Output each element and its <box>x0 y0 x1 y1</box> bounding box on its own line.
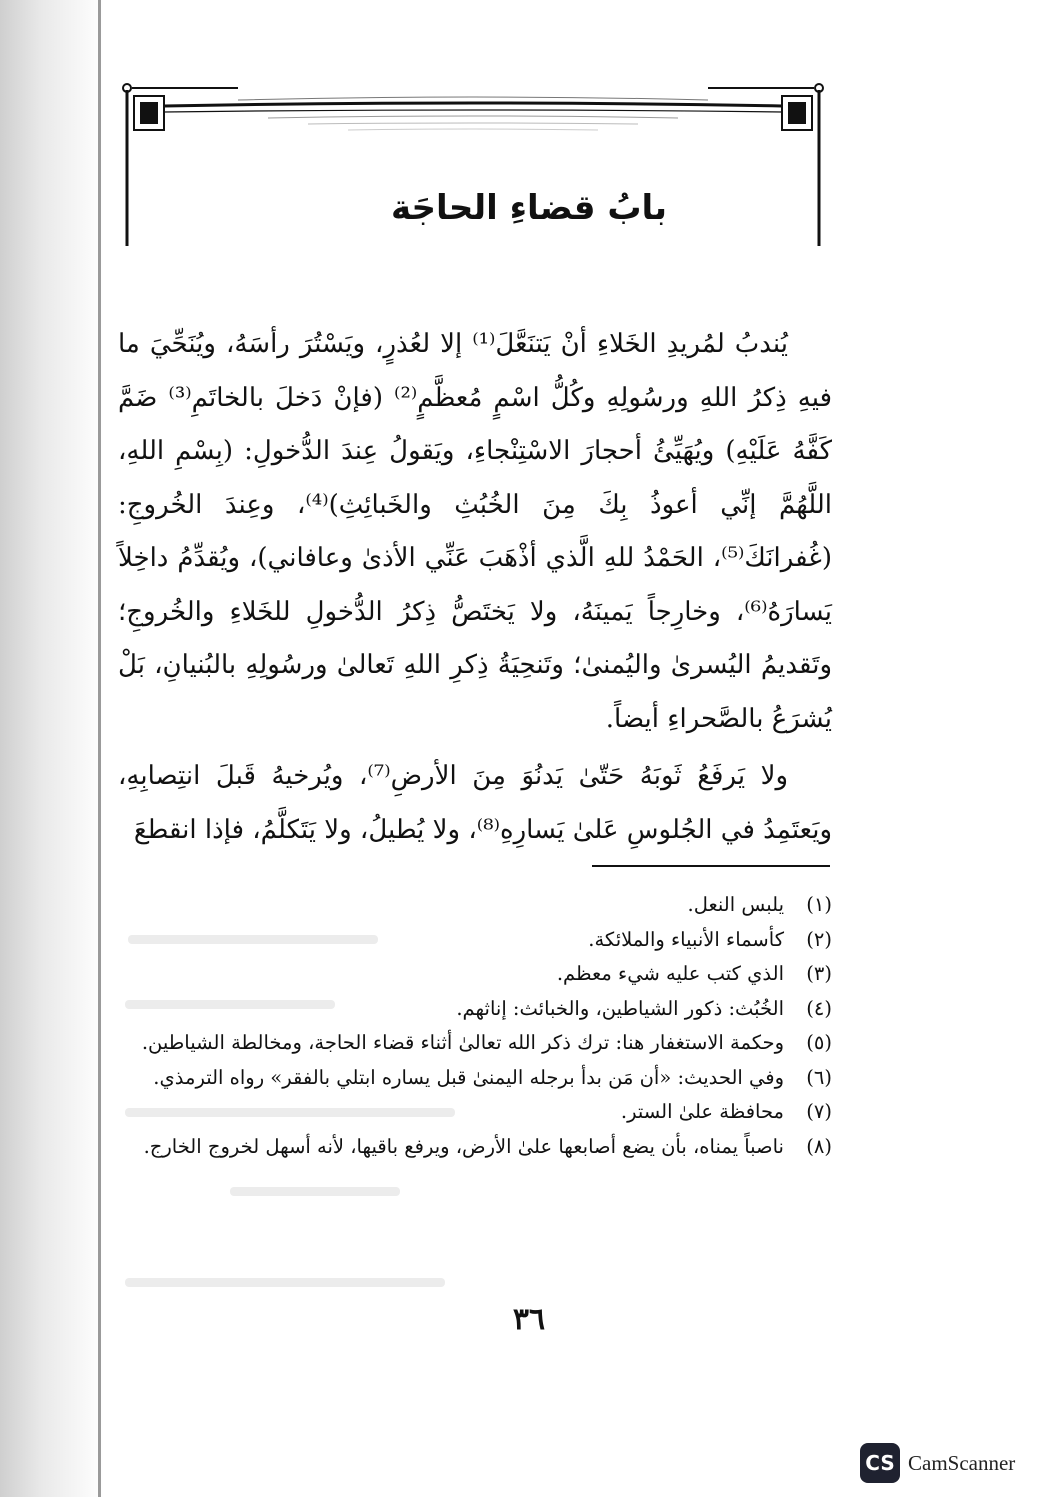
footnotes <box>118 888 832 1164</box>
footnote <box>118 1026 832 1061</box>
footnote-text: ناصباً يمناه، بأن يضع أصابعها علىٰ الأرض، ويرفع باقيها، لأنه أسهل لخروج الخارج. <box>143 1134 784 1158</box>
bleed-through-mark <box>125 1278 445 1287</box>
footnote-number: (٦) <box>806 1065 832 1089</box>
footnote <box>118 1095 832 1130</box>
footnote-text: كأسماء الأنبياء والملائكة. <box>588 927 784 951</box>
camscanner-name: CamScanner <box>908 1450 1016 1475</box>
footnote-text: الخُبُث: ذكور الشياطين، والخبائث: إناثهم. <box>456 996 784 1020</box>
paragraph: يُندبُ لمُريدِ الخَلاءِ أنْ يَتنَعَّلَ⁽¹⁾ إلا لعُذرٍ، ويَسْتُرَ رأسَهُ، ويُنَحِّيَ ما فيهِ ذِكرُ اللهِ ورسُولِهِ وكُلُّ اسْمٍ مُعظَّمٍ⁽²⁾ (فإنْ دَخلَ بالخاتَمِ⁽³⁾ ضَمَّ كَفَّهُ عَلَيْهِ) ويُهَيِّئُ أحجارَ الاسْتِنْجاءِ، ويَقولُ عِندَ الدُّخولِ: (بِسْمِ اللهِ، اللَّهُمَّ إنِّي أعوذُ بِكَ مِنَ الخُبُثِ والخَبائِثِ)⁽⁴⁾، وعِندَ الخُروجِ: (غُفرانَكَ⁽⁵⁾، الحَمْدُ للهِ الَّذي أذْهَبَ عَنِّي الأذىٰ وعافاني)، ويُقدِّمُ داخِلاً يَسارَهُ⁽⁶⁾، وخارِجاً يَمينَهُ، ولا يَختَصُّ ذِكرُ الدُّخولِ للخَلاءِ والخُروجِ؛ وتَقديمُ اليُسرىٰ واليُمنىٰ؛ وتَنحِيَةُ ذِكرِ اللهِ تَعالىٰ ورسُولِهِ بالبُنيانِ، بَلْ يُشرَعُ بالصَّحراءِ أيضاً. <box>118 329 833 734</box>
footnote-text: وحكمة الاستغفار هنا: ترك ذكر الله تعالىٰ أثناء قضاء الحاجة، ومخالطة الشياطين. <box>141 1031 784 1054</box>
footnote <box>118 888 832 923</box>
footnote <box>118 957 832 992</box>
footnote <box>118 1061 832 1096</box>
footnote-text: يلبس النعل. <box>687 893 784 916</box>
camscanner-watermark <box>860 1443 1015 1483</box>
footnote-number: (٣) <box>806 962 832 985</box>
footnote <box>118 923 832 958</box>
chapter-title: بابُ قضاءِ الحاجَة <box>390 188 668 228</box>
footnote <box>118 1130 832 1165</box>
footnote-text: محافظة علىٰ الستر. <box>620 1100 784 1123</box>
bleed-through-mark <box>230 1187 400 1196</box>
footnote-number: (٤) <box>806 996 832 1020</box>
main-text <box>118 318 832 861</box>
footnote-separator <box>592 865 830 867</box>
footnote-number: (١) <box>806 893 832 916</box>
footnote-number: (٨) <box>806 1134 832 1158</box>
camscanner-logo-icon: CS <box>860 1443 900 1483</box>
page-number: ٣٦ <box>512 1302 546 1337</box>
footnote-number: (٧) <box>806 1100 832 1123</box>
footnote-text: وفي الحديث: «أن مَن بدأ برجله اليمنىٰ قبل يساره ابتلي بالفقر» رواه الترمذي. <box>153 1065 784 1089</box>
footnote-text: الذي كتب عليه شيء معظم. <box>556 962 784 985</box>
paragraph: ولا يَرفَعُ ثَوبَهُ حَتّىٰ يَدنُوَ مِنَ الأرضِ⁽⁷⁾، ويُرخيهُ قَبلَ انتِصابِهِ، ويَعتَمِدُ في الجُلوسِ عَلىٰ يَسارِهِ⁽⁸⁾، ولا يُطيلُ، ولا يَتَكلَّمُ، فإذا انقطعَ <box>118 761 832 845</box>
footnote-number: (٥) <box>806 1031 832 1054</box>
footnote-number: (٢) <box>806 927 832 951</box>
footnote <box>118 992 832 1027</box>
